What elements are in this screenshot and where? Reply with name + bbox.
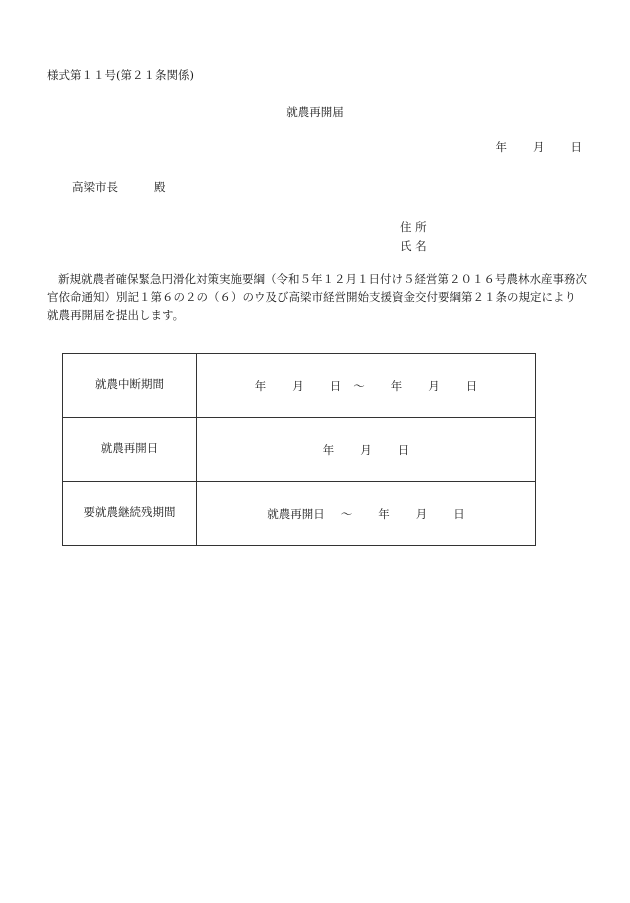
resumption-date-value bbox=[197, 418, 536, 482]
remaining-period-value bbox=[197, 482, 536, 546]
remaining-month: 月 bbox=[415, 506, 428, 521]
remaining-period-label: 要就農継続残期間 bbox=[63, 482, 197, 546]
remaining-tilde: ～ bbox=[340, 506, 353, 521]
period-tilde: ～ bbox=[353, 378, 365, 393]
date-year: 年 bbox=[495, 140, 507, 154]
name-label: 氏 名 bbox=[400, 239, 427, 253]
info-table bbox=[62, 353, 536, 546]
remaining-day: 日 bbox=[453, 506, 465, 521]
resumption-day: 日 bbox=[397, 442, 410, 457]
period-start-month: 月 bbox=[292, 378, 304, 393]
resumption-year: 年 bbox=[322, 442, 335, 457]
interruption-period-value bbox=[197, 354, 536, 418]
document-title: 就農再開届 bbox=[286, 105, 344, 119]
remaining-year: 年 bbox=[378, 506, 390, 521]
resumption-month: 月 bbox=[360, 442, 372, 457]
remaining-start: 就農再開日 bbox=[267, 506, 325, 521]
submission-date bbox=[496, 139, 583, 155]
table-row bbox=[63, 354, 536, 418]
date-month: 月 bbox=[533, 140, 545, 154]
body-text: 新規就農者確保緊急円滑化対策実施要綱（令和５年１２月１日付け５経営第２０１６号農林水産事務次官依命通知）別記１第６の２の（６）のウ及び高梁市経営開始支援資金交付要綱第２１条の規定により就農再開届を提出します。 bbox=[47, 272, 587, 322]
interruption-period-label: 就農中断期間 bbox=[63, 354, 197, 418]
date-day: 日 bbox=[570, 140, 582, 154]
addressee-name: 高梁市長 bbox=[72, 180, 118, 194]
form-number: 様式第１１号(第２１条関係) bbox=[47, 68, 194, 82]
address-label: 住 所 bbox=[400, 220, 427, 234]
period-end-year: 年 bbox=[390, 378, 403, 393]
period-end-day: 日 bbox=[465, 378, 478, 393]
resumption-date-label: 就農再開日 bbox=[63, 418, 197, 482]
addressee bbox=[72, 179, 166, 195]
period-start-day: 日 bbox=[329, 378, 342, 393]
period-end-month: 月 bbox=[428, 378, 440, 393]
table-row bbox=[63, 482, 536, 546]
period-start-year: 年 bbox=[254, 378, 267, 393]
addressee-honorific: 殿 bbox=[154, 180, 166, 194]
table-row bbox=[63, 418, 536, 482]
